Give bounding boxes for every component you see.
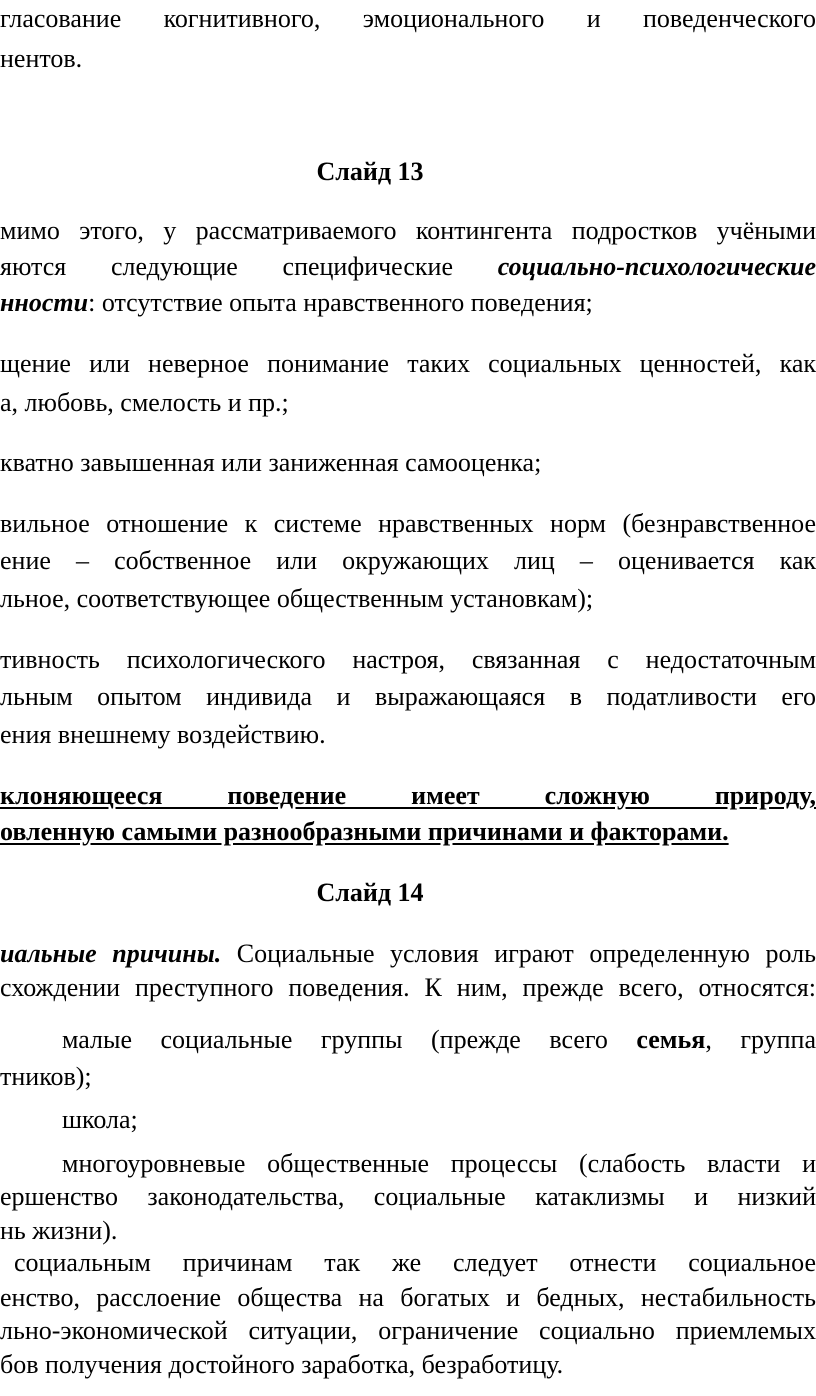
paragraph-line: льно-экономической ситуации, ограничение социально приемлемых	[0, 1316, 816, 1345]
paragraph-line: нентов.	[0, 44, 83, 73]
emphasis-statement: овленную самыми разнообразными причинами и факторами.	[0, 817, 729, 846]
list-item	[62, 1023, 816, 1057]
list-item: многоуровневые общественные процессы (слабость власти и	[62, 1149, 816, 1178]
paragraph-line: а, любовь, смелость и пр.;	[0, 388, 289, 417]
paragraph-line: ения внешнему воздействию.	[0, 720, 326, 749]
paragraph-line	[0, 250, 816, 284]
paragraph-line: ение – собственное или окружающих лиц – оценивается как	[0, 546, 816, 575]
paragraph-line: кватно завышенная или заниженная самооценка;	[0, 448, 542, 477]
line-text: , группа	[705, 1025, 816, 1054]
emphasis-term: иальные причины.	[0, 939, 222, 968]
line-text: Социальные условия играют определенную роль	[221, 939, 816, 968]
paragraph-line: льное, соответствующее общественным установкам);	[0, 584, 594, 613]
paragraph-line: гласование когнитивного, эмоционального и поведенческого	[0, 4, 816, 33]
line-text: малые социальные группы (прежде всего	[62, 1025, 608, 1054]
list-item: нь жизни).	[0, 1216, 118, 1245]
paragraph-line: мимо этого, у рассматриваемого контингента подростков учёными	[0, 216, 816, 245]
line-text: яются следующие специфические	[0, 252, 453, 281]
paragraph-line: вильное отношение к системе нравственных норм (безнравственное	[0, 509, 816, 538]
paragraph-line: бов получения достойного заработка, безработицу.	[0, 1350, 564, 1379]
slide-heading: Слайд 14	[316, 878, 424, 907]
list-item: тников);	[0, 1062, 92, 1091]
emphasis-term: нности	[0, 288, 89, 317]
emphasis-term: социально-психологические	[497, 252, 816, 281]
list-item: ершенство законодательства, социальные катаклизмы и низкий	[0, 1182, 816, 1211]
slide-heading: Слайд 13	[316, 157, 424, 186]
paragraph-line: щение или неверное понимание таких социальных ценностей, как	[0, 349, 816, 378]
emphasis-statement: клоняющееся поведение имеет сложную природу,	[0, 781, 816, 810]
paragraph-line: схождении преступного поведения. К ним, прежде всего, относятся:	[0, 973, 816, 1002]
list-item: школа;	[62, 1105, 138, 1134]
line-text: : отсутствие опыта нравственного поведения;	[88, 288, 593, 317]
paragraph-line: тивность психологического настроя, связанная с недостаточным	[0, 645, 816, 674]
paragraph-line: социальным причинам так же следует отнести социальное	[14, 1248, 816, 1277]
paragraph-line	[0, 937, 816, 971]
paragraph-line: льным опытом индивида и выражающаяся в податливости его	[0, 682, 816, 711]
paragraph-line	[0, 286, 593, 320]
emphasis-term: семья	[636, 1025, 706, 1054]
paragraph-line: енство, расслоение общества на богатых и бедных, нестабильность	[0, 1283, 816, 1312]
